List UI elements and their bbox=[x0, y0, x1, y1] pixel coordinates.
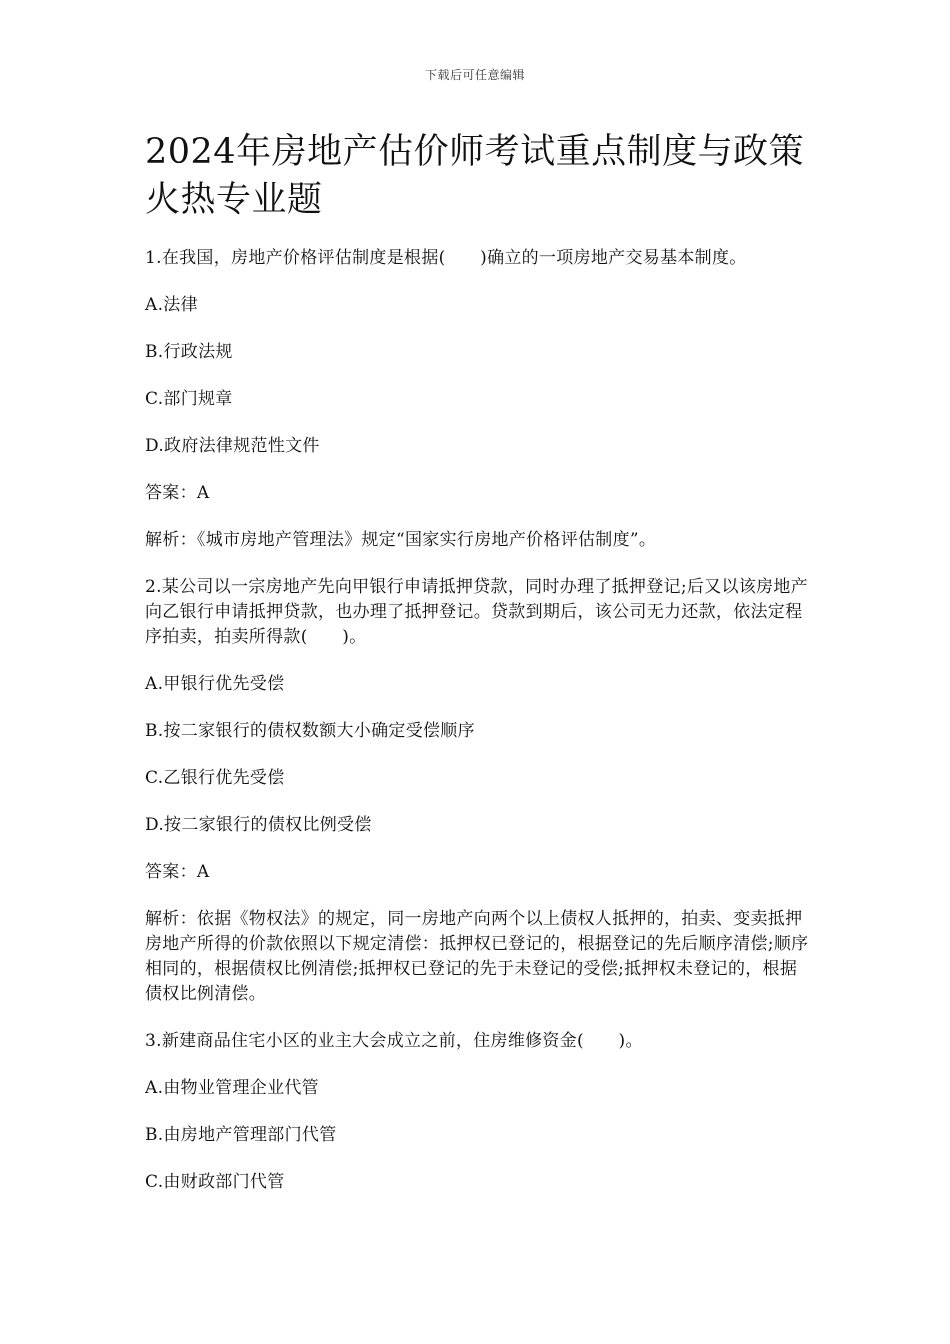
question-stem: 1.在我国，房地产价格评估制度是根据( )确立的一项房地产交易基本制度。 bbox=[145, 248, 747, 268]
option-b: B.由房地产管理部门代管 bbox=[145, 1125, 337, 1145]
option-c: C.由财政部门代管 bbox=[145, 1172, 285, 1192]
option-d: D.政府法律规范性文件 bbox=[145, 436, 320, 456]
analysis: 解析：依据《物权法》的规定，同一房地产向两个以上债权人抵押的，拍卖、变卖抵押房地产所得的价款依照以下规定清偿：抵押权已登记的，根据登记的先后顺序清偿;顺序相同的，根据债权比例清偿;抵押权已登记的先于未登记的受偿;抵押权未登记的，根据债权比例清偿。 bbox=[145, 909, 809, 1004]
option-a: A.由物业管理企业代管 bbox=[145, 1078, 319, 1098]
answer: 答案：A bbox=[145, 483, 210, 503]
question-stem: 2.某公司以一宗房地产先向甲银行申请抵押贷款，同时办理了抵押登记;后又以该房地产向乙银行申请抵押贷款，也办理了抵押登记。贷款到期后，该公司无力还款，依法定程序拍卖，拍卖所得款( )。 bbox=[145, 577, 808, 647]
page-header: 下载后可任意编辑 bbox=[424, 68, 525, 82]
document-body bbox=[145, 246, 810, 1217]
option-b: B.行政法规 bbox=[145, 342, 233, 362]
option-c: C.乙银行优先受偿 bbox=[145, 768, 285, 788]
option-a: A.甲银行优先受偿 bbox=[145, 674, 285, 694]
analysis: 解析：《城市房地产管理法》规定“国家实行房地产价格评估制度”。 bbox=[145, 530, 657, 550]
option-b: B.按二家银行的债权数额大小确定受偿顺序 bbox=[145, 721, 475, 741]
document-title: 2024年房地产估价师考试重点制度与政策火热专业题 bbox=[145, 132, 805, 220]
answer: 答案：A bbox=[145, 862, 210, 882]
option-a: A.法律 bbox=[145, 295, 198, 315]
question-stem: 3.新建商品住宅小区的业主大会成立之前，住房维修资金( )。 bbox=[145, 1031, 643, 1051]
option-c: C.部门规章 bbox=[145, 389, 233, 409]
option-d: D.按二家银行的债权比例受偿 bbox=[145, 815, 372, 835]
